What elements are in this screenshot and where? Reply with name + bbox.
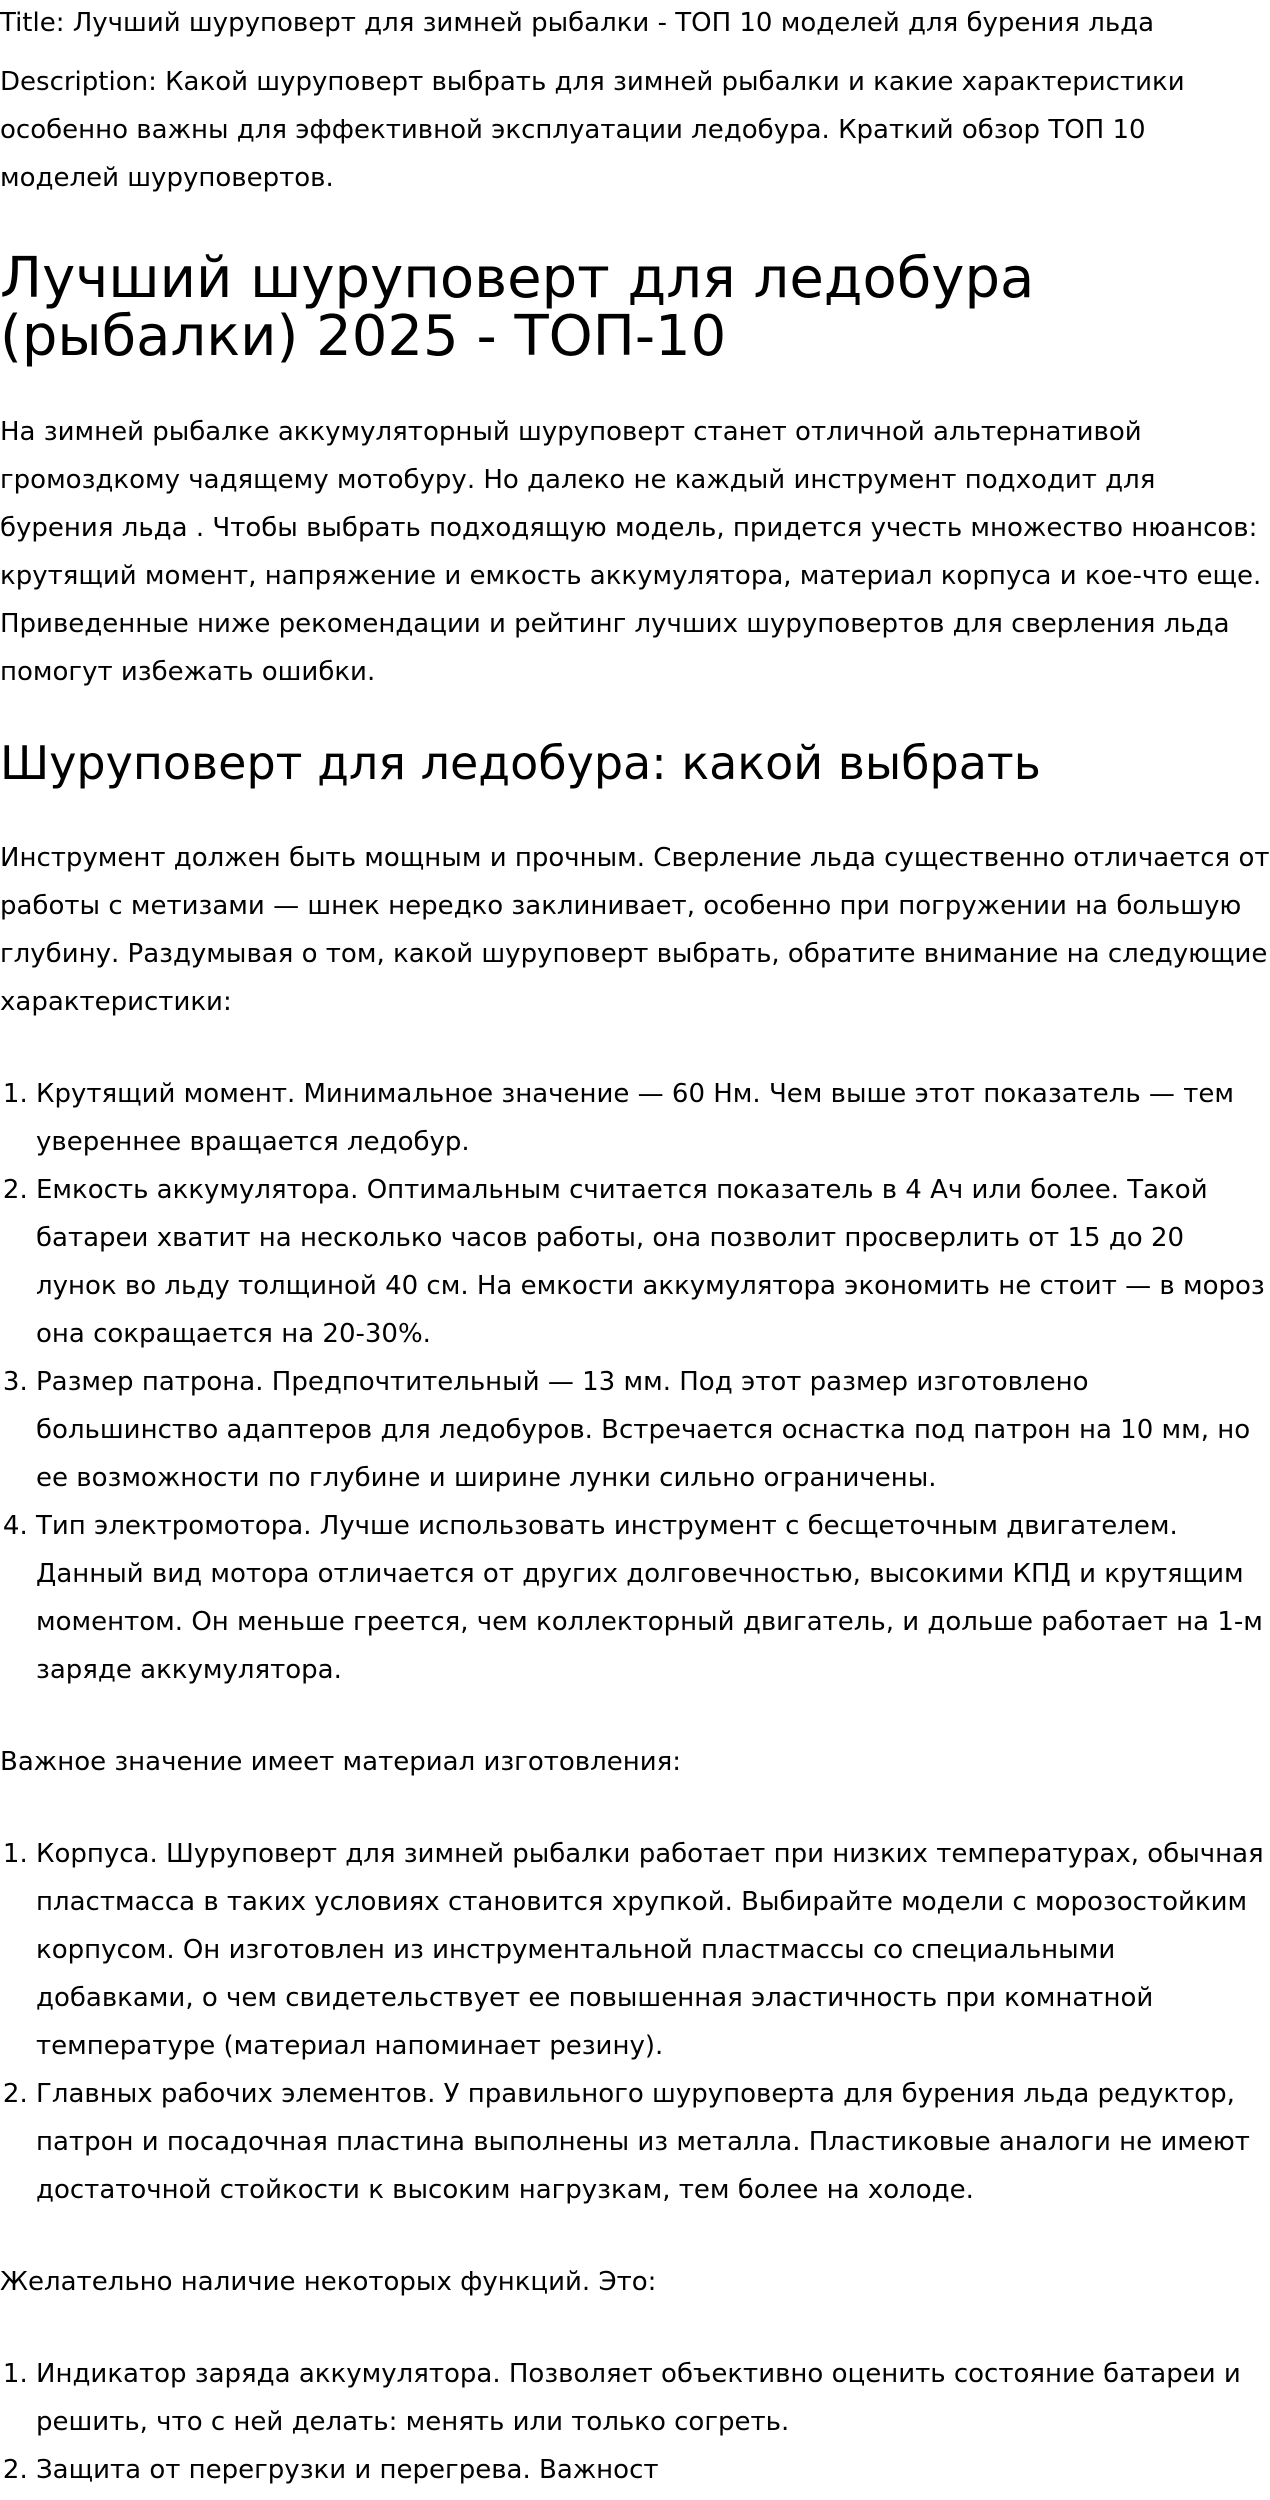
list-item bbox=[36, 1070, 1270, 1166]
section-paragraph-line: Инструмент должен быть мощным и прочным. Сверление льда существенно отличается от bbox=[0, 843, 1270, 873]
list-item bbox=[36, 1502, 1270, 1694]
list-item-line: 2. Главных рабочих элементов. У правильного шуруповерта для бурения льда редуктор, bbox=[36, 2079, 1235, 2109]
list-item bbox=[36, 1358, 1270, 1502]
section-paragraph-line: характеристики: bbox=[0, 987, 232, 1017]
intro-line: бурения льда . Чтобы выбрать подходящую модель, придется учесть множество нюансов: bbox=[0, 513, 1258, 543]
meta-title: Title: Лучший шуруповерт для зимней рыбалки - ТОП 10 моделей для бурения льда bbox=[0, 8, 1155, 38]
intro-paragraph bbox=[0, 408, 1270, 696]
section-paragraph-line: работы с метизами — шнек нередко заклинивает, особенно при погружении на большую bbox=[0, 891, 1242, 921]
list-item-line: увереннее вращается ледобур. bbox=[36, 1127, 470, 1157]
functions-list bbox=[0, 2350, 1270, 2494]
list-item-line: ее возможности по глубине и ширине лунки сильно ограничены. bbox=[36, 1463, 937, 1493]
section-paragraph bbox=[0, 834, 1270, 1026]
characteristics-list bbox=[0, 1070, 1270, 1694]
list-item-line: решить, что с ней делать: менять или только согреть. bbox=[36, 2407, 790, 2437]
intro-line: крутящий момент, напряжение и емкость аккумулятора, материал корпуса и кое-что еще. bbox=[0, 561, 1262, 591]
materials-intro: Важное значение имеет материал изготовления: bbox=[0, 1747, 682, 1777]
list-item bbox=[36, 2070, 1270, 2214]
list-item-line: температуре (материал напоминает резину). bbox=[36, 2031, 664, 2061]
intro-line: громоздкому чадящему мотобуру. Но далеко не каждый инструмент подходит для bbox=[0, 465, 1156, 495]
list-item-line: заряде аккумулятора. bbox=[36, 1655, 342, 1685]
meta-description-line: моделей шуруповертов. bbox=[0, 163, 334, 193]
list-item-line: лунок во льду толщиной 40 см. На емкости аккумулятора экономить не стоит — в мороз bbox=[36, 1271, 1265, 1301]
list-item-line: 1. Крутящий момент. Минимальное значение — 60 Нм. Чем выше этот показатель — тем bbox=[36, 1079, 1234, 1109]
page-title-line: Лучший шуруповерт для ледобура bbox=[0, 246, 1035, 311]
functions-intro: Желательно наличие некоторых функций. Это: bbox=[0, 2267, 657, 2297]
page-title-line: (рыбалки) 2025 - ТОП-10 bbox=[0, 304, 727, 369]
section-paragraph-line: глубину. Раздумывая о том, какой шуруповерт выбрать, обратите внимание на следующие bbox=[0, 939, 1268, 969]
list-item-line: достаточной стойкости к высоким нагрузкам, тем более на холоде. bbox=[36, 2175, 974, 2205]
section-heading: Шуруповерт для ледобура: какой выбрать bbox=[0, 736, 1041, 790]
list-item-line: корпусом. Он изготовлен из инструментальной пластмассы со специальными bbox=[36, 1935, 1116, 1965]
page-title bbox=[0, 246, 1270, 369]
list-item-line: батареи хватит на несколько часов работы, она позволит просверлить от 15 до 20 bbox=[36, 1223, 1185, 1253]
meta-description-line: Description: Какой шуруповерт выбрать для зимней рыбалки и какие характеристики bbox=[0, 67, 1185, 97]
list-item-line: 3. Размер патрона. Предпочтительный — 13 мм. Под этот размер изготовлено bbox=[36, 1367, 1089, 1397]
list-item-line: пластмасса в таких условиях становится хрупкой. Выбирайте модели с морозостойким bbox=[36, 1887, 1248, 1917]
list-item-line: добавками, о чем свидетельствует ее повышенная эластичность при комнатной bbox=[36, 1983, 1154, 2013]
intro-line: Приведенные ниже рекомендации и рейтинг лучших шуруповертов для сверления льда bbox=[0, 609, 1230, 639]
intro-line: На зимней рыбалке аккумуляторный шуруповерт станет отличной альтернативой bbox=[0, 417, 1142, 447]
meta-description bbox=[0, 58, 1270, 202]
list-item-line: большинство адаптеров для ледобуров. Встречается оснастка под патрон на 10 мм, но bbox=[36, 1415, 1251, 1445]
list-item-line: моментом. Он меньше греется, чем коллекторный двигатель, и дольше работает на 1-м bbox=[36, 1607, 1263, 1637]
meta-description-line: особенно важны для эффективной эксплуатации ледобура. Краткий обзор ТОП 10 bbox=[0, 115, 1146, 145]
list-item bbox=[36, 1830, 1270, 2070]
list-item bbox=[36, 2446, 1270, 2494]
list-item-line: патрон и посадочная пластина выполнены из металла. Пластиковые аналоги не имеют bbox=[36, 2127, 1250, 2157]
list-item-line: 2. Емкость аккумулятора. Оптимальным считается показатель в 4 Ач или более. Такой bbox=[36, 1175, 1208, 1205]
materials-list bbox=[0, 1830, 1270, 2214]
list-item bbox=[36, 2350, 1270, 2446]
list-item-line: она сокращается на 20-30%. bbox=[36, 1319, 431, 1349]
list-item-line: 1. Корпуса. Шуруповерт для зимней рыбалки работает при низких температурах, обычная bbox=[36, 1839, 1264, 1869]
intro-line: помогут избежать ошибки. bbox=[0, 657, 376, 687]
list-item-line: 4. Тип электромотора. Лучше использовать инструмент с бесщеточным двигателем. bbox=[36, 1511, 1178, 1541]
list-item-line: 1. Индикатор заряда аккумулятора. Позволяет объективно оценить состояние батареи и bbox=[36, 2359, 1241, 2389]
list-item-line: Данный вид мотора отличается от других долговечностью, высокими КПД и крутящим bbox=[36, 1559, 1244, 1589]
list-item bbox=[36, 1166, 1270, 1358]
list-item-line: 2. Защита от перегрузки и перегрева. Важност bbox=[36, 2455, 659, 2485]
